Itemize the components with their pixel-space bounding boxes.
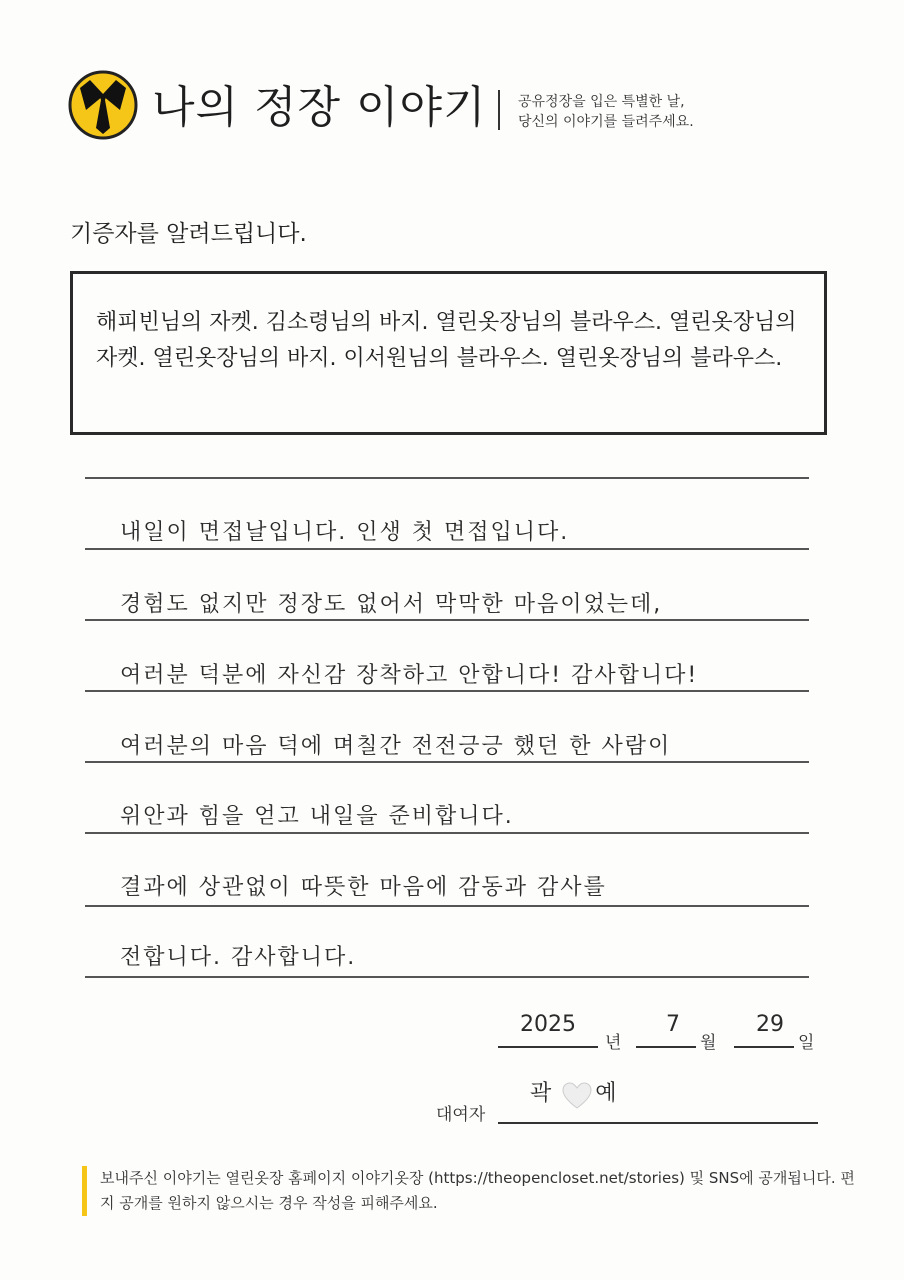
- letter-line: 위안과 힘을 얻고 내일을 준비합니다.: [120, 804, 514, 829]
- ruled-line: [85, 905, 809, 907]
- lender-label: 대여자: [436, 1105, 486, 1125]
- date-year-unit: 년: [605, 1033, 622, 1053]
- date-day: 29: [756, 1012, 784, 1037]
- letter-line: 결과에 상관없이 따뜻한 마음에 감동과 감사를: [120, 875, 607, 900]
- lender-line: [498, 1122, 818, 1124]
- letter-line: 여러분 덕분에 자신감 장착하고 안합니다! 감사합니다!: [120, 663, 699, 688]
- footer-notice: 보내주신 이야기는 열린옷장 홈페이지 이야기옷장 (https://theopencloset.net/stories) 및 SNS에 공개됩니다. 편지 공개를 원하지 않으시는 경우 작성을 피해주세요.: [100, 1169, 855, 1212]
- subtitle-line-1: 공유정장을 입은 특별한 날,: [518, 94, 685, 110]
- ruled-line: [85, 619, 809, 621]
- ruled-line: [85, 832, 809, 834]
- date-day-unit: 일: [798, 1033, 815, 1053]
- ruled-line: [85, 761, 809, 763]
- heart-redaction-icon: [562, 1082, 592, 1110]
- letter-line: 여러분의 마음 덕에 며칠간 전전긍긍 했던 한 사람이: [120, 734, 672, 759]
- date-year: 2025: [520, 1012, 576, 1037]
- page-subtitle: [518, 92, 694, 132]
- ruled-line: [85, 976, 809, 978]
- date-day-line: [734, 1046, 794, 1048]
- open-closet-logo-icon: [68, 70, 138, 140]
- letter-line: 경험도 없지만 정장도 없어서 막막한 마음이었는데,: [120, 592, 663, 617]
- ruled-line: [85, 548, 809, 550]
- title-divider: [498, 90, 500, 130]
- date-month: 7: [666, 1012, 680, 1037]
- letter-line: 전합니다. 감사합니다.: [120, 945, 357, 970]
- subtitle-line-2: 당신의 이야기를 들려주세요.: [518, 114, 694, 130]
- ruled-line: [85, 690, 809, 692]
- date-month-unit: 월: [700, 1033, 717, 1053]
- lender-name-start: 곽: [530, 1081, 552, 1106]
- donors-text: 해피빈님의 자켓. 김소령님의 바지. 열린옷장님의 블라우스. 열린옷장님의 자켓. 열린옷장님의 바지. 이서원님의 블라우스. 열린옷장님의 블라우스.: [96, 310, 797, 371]
- page-title: 나의 정장 이야기: [152, 82, 487, 133]
- letter-line: 내일이 면접날입니다. 인생 첫 면접입니다.: [120, 520, 570, 545]
- ruled-line: [85, 477, 809, 479]
- donors-heading: 기증자를 알려드립니다.: [70, 221, 307, 247]
- footer-accent-bar: [82, 1166, 87, 1216]
- date-year-line: [498, 1046, 598, 1048]
- lender-name-end: 예: [595, 1081, 617, 1106]
- date-month-line: [636, 1046, 696, 1048]
